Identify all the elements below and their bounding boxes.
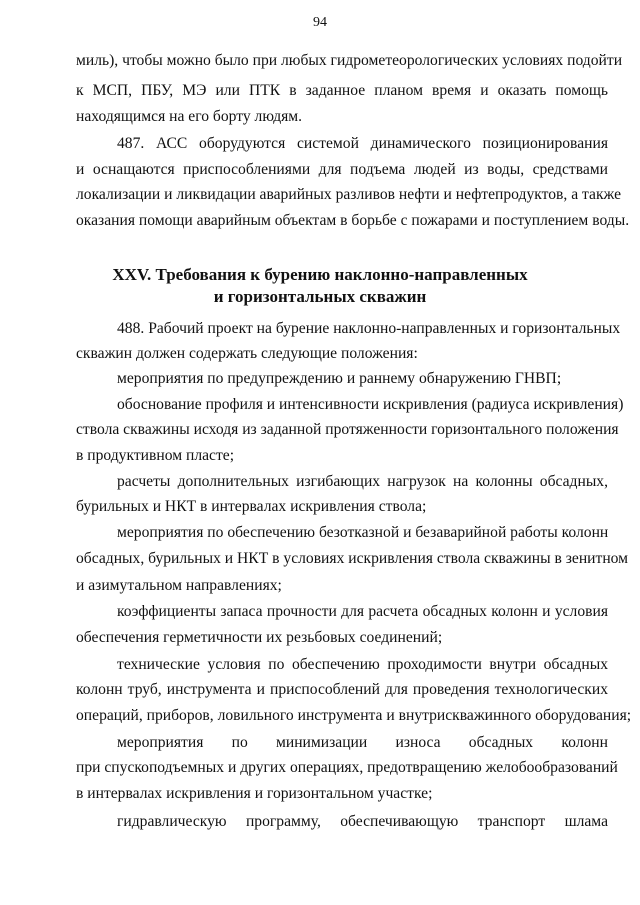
text-line: ствола скважины исходя из заданной протяженности горизонтального положения: [76, 421, 619, 438]
text-line: коэффициенты запаса прочности для расчета обсадных колонн и условия: [117, 603, 608, 620]
text-line: обоснование профиля и интенсивности искривления (радиуса искривления): [117, 396, 624, 413]
text-line: миль), чтобы можно было при любых гидрометеорологических условиях подойти: [76, 52, 623, 69]
text-line: обеспечения герметичности их резьбовых соединений;: [76, 629, 443, 646]
text-line: в продуктивном пласте;: [76, 447, 235, 464]
text-line: мероприятия по обеспечению безотказной и безаварийной работы колонн: [117, 524, 609, 541]
text-line: и оснащаются приспособлениями для подъема людей из воды, средствами: [76, 161, 608, 178]
section-heading: и горизонтальных скважин: [213, 287, 427, 306]
text-line: гидравлическую программу, обеспечивающую транспорт шлама: [117, 813, 608, 830]
text-line: локализации и ликвидации аварийных разливов нефти и нефтепродуктов, а также: [76, 186, 622, 203]
text-line: колонн труб, инструмента и приспособлений для проведения технологических: [76, 681, 608, 698]
text-line: бурильных и НКТ в интервалах искривления ствола;: [76, 498, 427, 515]
text-line: при спускоподъемных и других операциях, предотвращению желобообразований: [76, 759, 618, 776]
page-number: 94: [313, 15, 327, 30]
text-line: оказания помощи аварийным объектам в борьбе с пожарами и поступлением воды.: [76, 212, 630, 229]
text-line: операций, приборов, ловильного инструмента и внутрискважинного оборудования;: [76, 707, 632, 724]
text-line: в интервалах искривления и горизонтальном участке;: [76, 785, 433, 802]
section-heading: XXV. Требования к бурению наклонно-направленных: [112, 265, 528, 284]
text-line: скважин должен содержать следующие положения:: [76, 345, 418, 362]
text-line: находящимся на его борту людям.: [76, 108, 303, 125]
text-line: 487. АСС оборудуются системой динамического позиционирования: [117, 135, 608, 152]
text-line: технические условия по обеспечению проходимости внутри обсадных: [117, 656, 608, 673]
text-line: мероприятия по предупреждению и раннему обнаружению ГНВП;: [117, 370, 562, 387]
text-line: обсадных, бурильных и НКТ в условиях искривления ствола скважины в зенитном: [76, 550, 629, 567]
text-line: к МСП, ПБУ, МЭ или ПТК в заданное планом время и оказать помощь: [76, 82, 608, 99]
text-line: мероприятия по минимизации износа обсадных колонн: [117, 734, 608, 751]
text-line: и азимутальном направлениях;: [76, 577, 282, 594]
text-line: расчеты дополнительных изгибающих нагрузок на колонны обсадных,: [117, 473, 608, 490]
text-line: 488. Рабочий проект на бурение наклонно-направленных и горизонтальных: [117, 320, 621, 337]
